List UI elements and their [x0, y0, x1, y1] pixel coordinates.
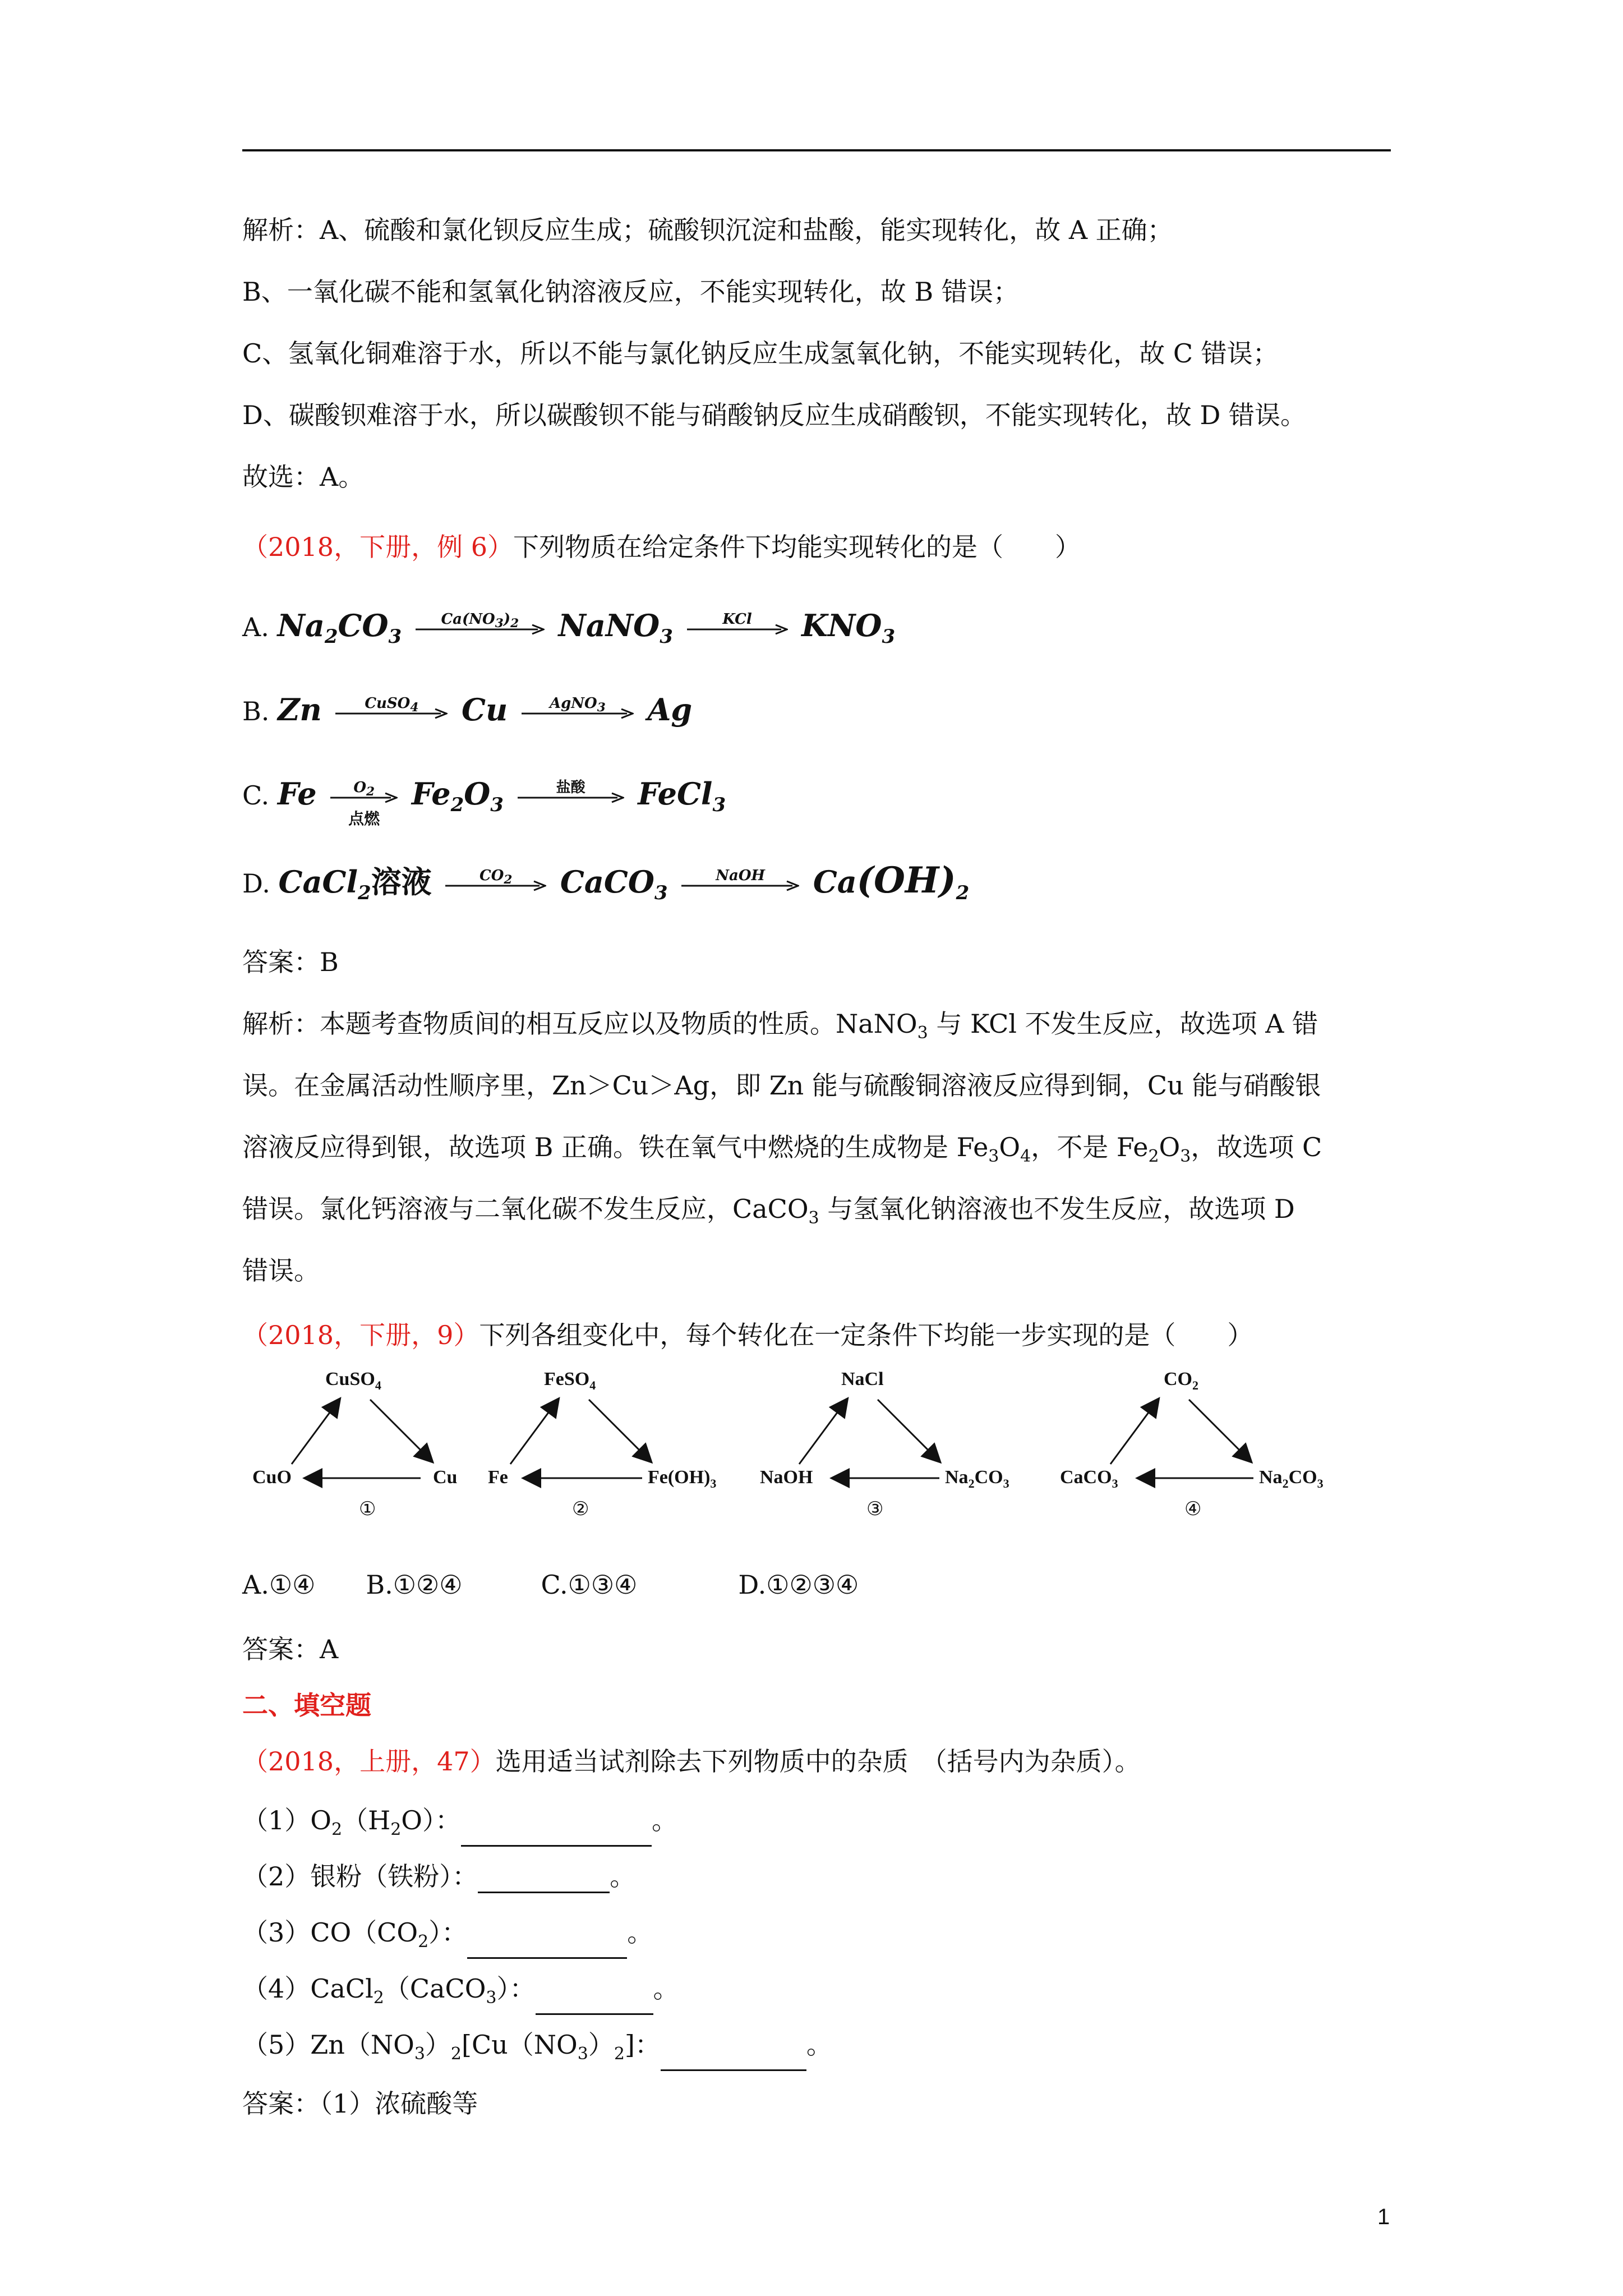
analysis2-line4: 错误。氯化钙溶液与二氧化碳不发生反应，CaCO$_3$ 与氢氧化钠溶液也不发生反应，故选项 D — [242, 1194, 1295, 1228]
q47-item-3: $(3)CO(CO_2)$： 。 — [242, 1916, 653, 1959]
header-rule — [242, 149, 1391, 151]
q9-stem: （2018，下册，9）下列各组变化中，每个转化在一定条件下均能一步实现的是（ ） — [242, 1320, 1253, 1350]
answer-blank[interactable] — [661, 2045, 806, 2071]
analysis1-line3: C、氢氧化铜难溶于水，所以不能与氯化钠反应生成氢氧化钠，不能实现转化，故 C 错误； — [242, 338, 1279, 369]
q47-item-1: $(1)O_2(H_2O)$： 。 — [242, 1803, 677, 1847]
analysis1-line5: 故选：A。 — [242, 462, 365, 492]
q9-source: （2018，下册，9） — [242, 1320, 479, 1350]
analysis2-line2: 误。在金属活动性顺序里，Zn＞Cu＞Ag，即 Zn 能与硫酸铜溶液反应得到铜，Cu 能与硝酸银 — [242, 1070, 1321, 1101]
tri-right-label: $Na_2CO_3$ — [1259, 1467, 1324, 1490]
q47-source: （2018，上册，47） — [242, 1746, 496, 1777]
cycle-arrows — [488, 1369, 735, 1526]
reaction-arrow: $Ca(NO_3)_2$ — [416, 624, 545, 635]
page-number: 1 — [1377, 2205, 1390, 2229]
tri-left-label: NaOH — [760, 1467, 813, 1488]
q47-stem: （2018，上册，47）选用适当试剂除去下列物质中的杂质 （括号内为杂质）。 — [242, 1746, 1141, 1777]
q6-stem-text: 下列物质在给定条件下均能实现转化的是（ ） — [513, 532, 1081, 562]
analysis1-line4: D、碳酸钡难溶于水，所以碳酸钡不能与硝酸钠反应生成硝酸钡，不能实现转化，故 D 错误。 — [242, 400, 1307, 430]
answer-blank[interactable] — [461, 1820, 652, 1847]
cycle-arrows — [1060, 1369, 1352, 1526]
analysis1-line1: 解析：A、硫酸和氯化钡反应生成；硫酸钡沉淀和盐酸，能实现转化，故 A 正确； — [242, 215, 1173, 245]
tri-right-label: $Na_2CO_3$ — [945, 1467, 1009, 1490]
cycle-diagram-1 — [252, 1369, 482, 1526]
q6-option-d: D. CaCl$_2$溶液 $CO_2$ CaCO$_3$ NaOH $Ca(OH)_2$ — [242, 859, 970, 904]
tri-number: ③ — [866, 1499, 884, 1520]
tri-top-label: $CO_2$ — [1164, 1369, 1198, 1392]
answer-q6: 答案：B — [242, 947, 339, 977]
cycle-diagram-2 — [488, 1369, 735, 1526]
q6-option-b: B. Zn CuSO$_4$ Cu AgNO$_3$ Ag — [242, 692, 693, 728]
reaction-arrow: $CO_2$ — [445, 880, 546, 891]
answer-blank[interactable] — [467, 1932, 627, 1959]
reaction-arrow: NaOH — [681, 880, 799, 891]
q47-item-4: （4）CaCl$_2$（CaCO$_3$）： 。 — [242, 1972, 679, 2015]
q9-option-d: D.①②③④ — [738, 1570, 859, 1600]
tri-number: ④ — [1184, 1499, 1202, 1520]
reaction-arrow: AgNO$_3$ — [522, 708, 634, 719]
q6-option-a: A. $Na_2CO_3$ $Ca(NO_3)_2$ NaNO$_3$ KCl $KNO_3$ — [242, 608, 896, 648]
answer-q47: 答案：（1）浓硫酸等 — [242, 2088, 478, 2119]
tri-number: ② — [572, 1499, 589, 1520]
q6-source: （2018，下册，例 6） — [242, 532, 513, 562]
tri-left-label: Fe — [488, 1467, 508, 1488]
q47-item-2: （2）银粉（铁粉）： 。 — [242, 1860, 635, 1893]
q47-item-5: $(5)Zn(NO_3)_2[Cu(NO_3)_2]$： 。 — [242, 2028, 832, 2071]
tri-top-label: NaCl — [841, 1369, 884, 1389]
cycle-diagram-3 — [760, 1369, 1023, 1526]
reaction-arrow: KCl — [687, 624, 788, 635]
tri-top-label: CuSO$_4$ — [325, 1369, 381, 1392]
section-heading: 二、填空题 — [242, 1690, 371, 1720]
tri-top-label: FeSO$_4$ — [544, 1369, 596, 1392]
analysis2-line1: 解析：本题考查物质间的相互反应以及物质的性质。NaNO$_3$ 与 KCl 不发生反应，故选项 A 错 — [242, 1009, 1318, 1043]
q6-option-c: C. Fe $O_2$ 点燃 $Fe_2O_3$ 盐酸 FeCl$_3$ — [242, 776, 726, 828]
q6-stem — [242, 530, 1081, 564]
analysis2-line5: 错误。 — [242, 1255, 320, 1286]
reaction-arrow: $O_2$ 点燃 — [330, 792, 398, 803]
answer-blank[interactable] — [478, 1867, 610, 1893]
tri-number: ① — [359, 1499, 376, 1520]
q9-option-c: C.①③④ — [541, 1570, 638, 1600]
tri-right-label: $Fe(OH)_3$ — [648, 1467, 717, 1490]
answer-blank[interactable] — [536, 1989, 653, 2015]
tri-left-label: CuO — [252, 1467, 292, 1488]
reaction-arrow: CuSO$_4$ — [335, 708, 448, 719]
analysis2-line3: 溶液反应得到银，故选项 B 正确。铁在氧气中燃烧的生成物是 $Fe_3O_4$，不是 $Fe_2O_3$，故选项 C — [242, 1132, 1322, 1167]
q9-option-a: A.①④ — [242, 1570, 316, 1600]
q9-option-b: B.①②④ — [366, 1570, 463, 1600]
tri-right-label: Cu — [433, 1467, 458, 1488]
reaction-arrow: 盐酸 — [518, 792, 624, 803]
cycle-diagram-4 — [1060, 1369, 1352, 1526]
cycle-arrows — [760, 1369, 1023, 1526]
analysis1-line2: B、一氧化碳不能和氢氧化钠溶液反应，不能实现转化，故 B 错误； — [242, 277, 1019, 307]
option-label: A. — [242, 612, 269, 642]
q9-options — [242, 1568, 859, 1602]
answer-q9: 答案：A — [242, 1634, 339, 1664]
tri-left-label: CaCO$_3$ — [1060, 1467, 1118, 1490]
